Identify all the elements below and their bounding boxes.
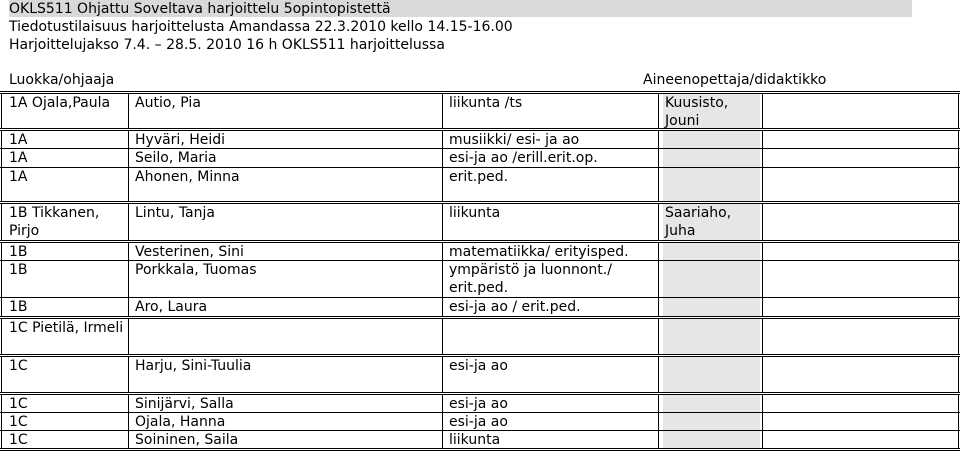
class-cell: 1C [9,432,28,448]
student-cell: Aro, Laura [135,299,208,315]
subject-cell: esi-ja ao / erit.ped. [449,299,581,315]
class-cell: 1A [9,169,28,185]
class-cell: 1B Tikkanen, Pirjo [9,205,100,239]
table-row [0,201,960,240]
student-cell: Autio, Pia [135,95,201,111]
class-cell: 1C Pietilä, Irmeli [9,320,124,336]
student-cell: Porkkala, Tuomas [135,262,257,278]
subject-cell: liikunta [449,432,501,448]
student-cell: Ahonen, Minna [135,169,240,185]
table-row [0,167,960,201]
subject-teacher-label: Aineenopettaja/didaktikko [643,72,827,88]
student-cell: Soininen, Saila [135,432,239,448]
info-session-line: Tiedotustilaisuus harjoittelusta Amandassa 22.3.2010 kello 14.15-16.00 [9,19,513,35]
subject-cell: esi-ja ao /erill.erit.op. [449,150,598,166]
table-row [0,240,960,260]
class-cell: 1B [9,244,28,260]
subject-cell: esi-ja ao [449,414,508,430]
class-cell: 1B [9,262,28,278]
student-cell: Vesterinen, Sini [135,244,244,260]
table-row [0,392,960,412]
table-row [0,148,960,167]
student-cell: Harju, Sini-Tuulia [135,358,252,374]
table-row [0,260,960,297]
subject-cell: liikunta [449,205,501,221]
subject-cell: esi-ja ao [449,358,508,374]
class-cell: 1B [9,299,28,315]
subject-cell: liikunta /ts [449,95,523,111]
class-cell: 1A [9,150,28,166]
assignment-table [0,91,960,451]
table-row [0,412,960,430]
student-cell: Seilo, Maria [135,150,217,166]
class-cell: 1C [9,396,28,412]
class-cell: 1C [9,358,28,374]
document-title: OKLS511 Ohjattu Soveltava harjoittelu 5opintopistettä [9,0,912,17]
student-cell: Hyväri, Heidi [135,132,226,148]
table-row [0,91,960,128]
class-cell: 1C [9,414,28,430]
subject-cell: esi-ja ao [449,396,508,412]
class-supervisor-label: Luokka/ohjaaja [9,72,115,88]
student-cell: Ojala, Hanna [135,414,226,430]
table-row [0,354,960,392]
teacher-cell: Kuusisto, Jouni [665,95,729,129]
table-row [0,297,960,316]
class-cell: 1A Ojala,Paula [9,95,111,111]
subject-cell: matematiikka/ erityisped. [449,244,629,260]
subject-cell: erit.ped. [449,169,509,185]
subject-cell: ympäristö ja luonnont./ erit.ped. [449,262,612,296]
student-cell: Lintu, Tanja [135,205,215,221]
table-row [0,430,960,451]
class-cell: 1A [9,132,28,148]
practice-period-line: Harjoittelujakso 7.4. – 28.5. 2010 16 h OKLS511 harjoittelussa [9,37,445,53]
subject-cell: musiikki/ esi- ja ao [449,132,580,148]
teacher-cell: Saariaho, Juha [665,205,732,239]
student-cell: Sinijärvi, Salla [135,396,234,412]
table-row [0,128,960,148]
table-row [0,316,960,354]
